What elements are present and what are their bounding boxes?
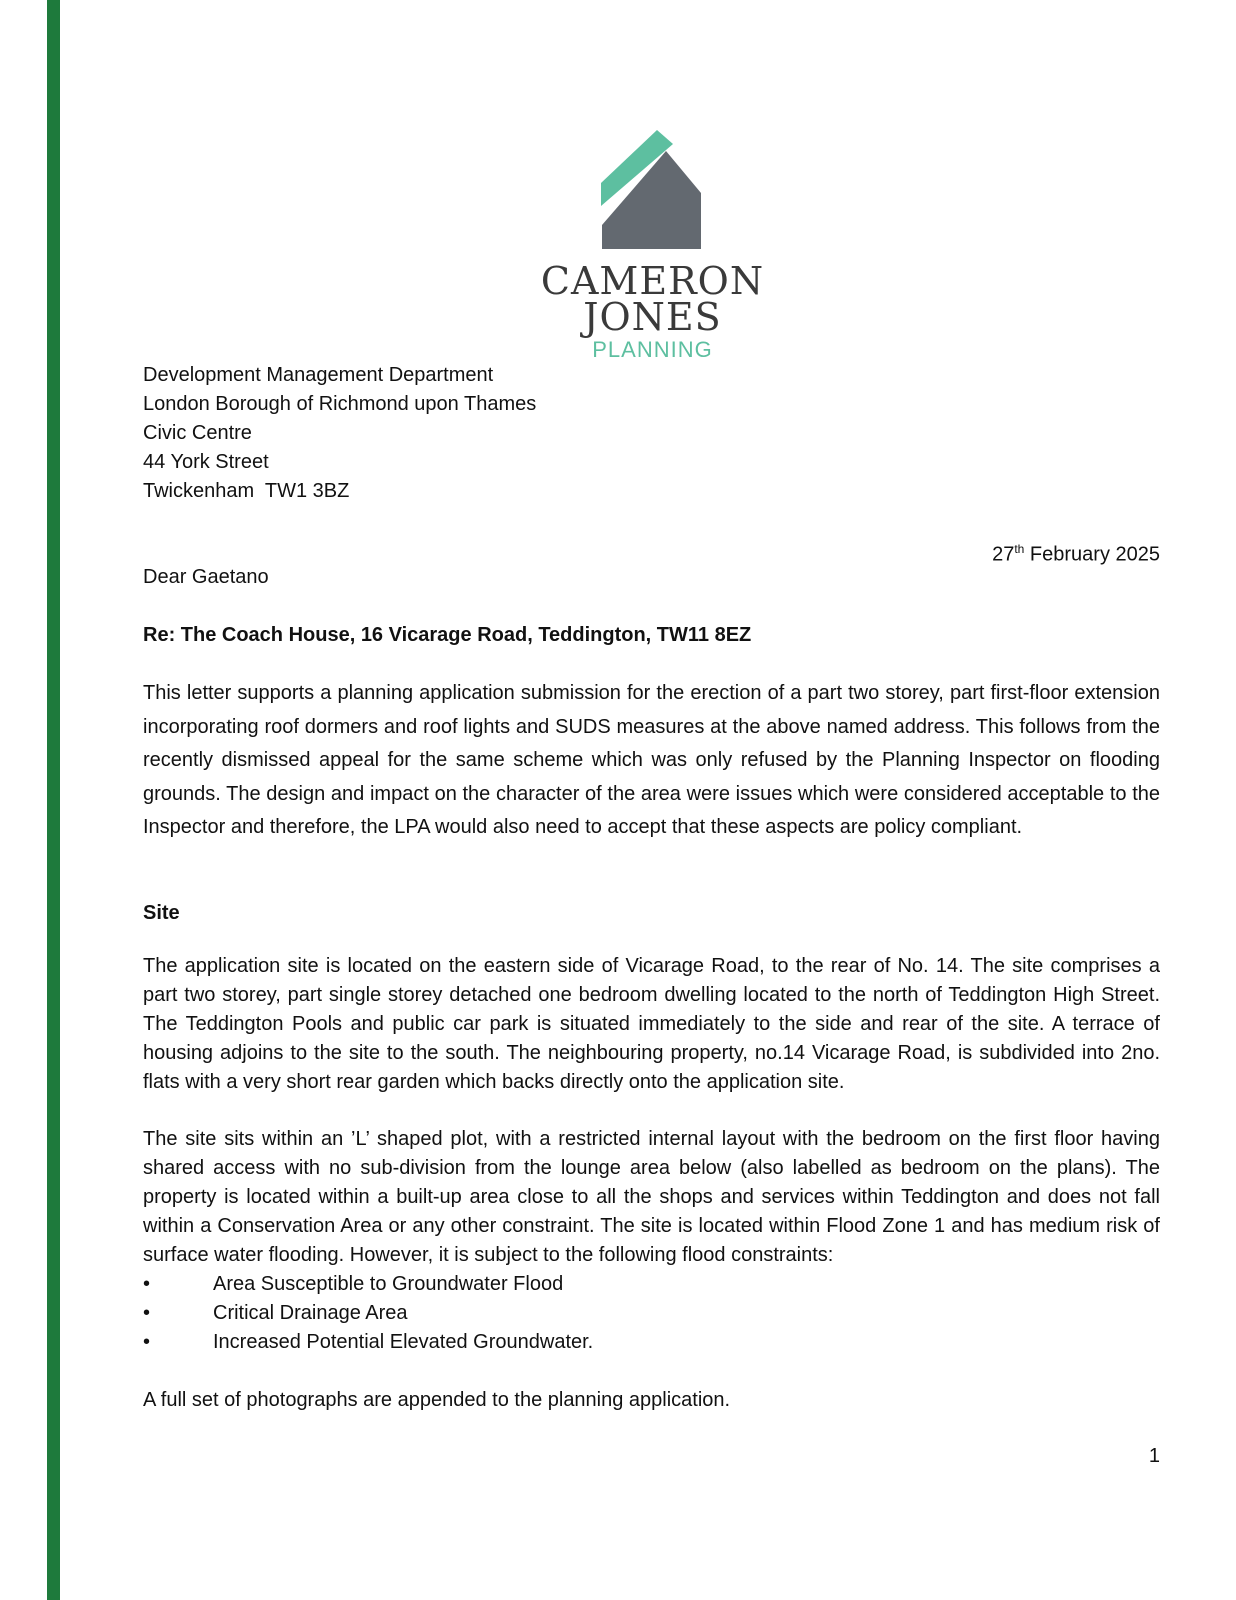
address-line: London Borough of Richmond upon Thames: [143, 393, 537, 415]
bullet-icon: •: [143, 1273, 151, 1295]
intro-paragraph: This letter supports a planning application submission for the erection of a part two storey, part first-floor extension incorporating roof dormers and roof lights and SUDS measures at the above named address. This follows from the recently dismissed appeal for the same scheme which was only refused by the Planning Inspector on flooding grounds. The design and impact on the character of the area were issues which were considered acceptable to the Inspector and therefore, the LPA would also need to accept that these aspects are policy compliant.: [143, 682, 1160, 838]
logo-text-cameron: CAMERON: [540, 259, 765, 303]
address-line: Development Management Department: [143, 364, 494, 386]
recipient-address: [143, 361, 536, 506]
address-line: Twickenham TW1 3BZ: [143, 480, 350, 502]
date-suffix: th: [1014, 542, 1025, 556]
page-number: 1: [1148, 1445, 1160, 1467]
date-rest: February 2025: [1024, 543, 1160, 566]
company-logo: [515, 130, 790, 365]
list-item-text: Critical Drainage Area: [213, 1302, 408, 1324]
logo-house-shape: [602, 151, 701, 249]
site-paragraph-1: The application site is located on the eastern side of Vicarage Road, to the rear of No. 14. The site comprises a part two storey, part single storey detached one bedroom dwelling located to the north of Teddington High Street. The Teddington Pools and public car park is situated immediately to the side and rear of the site. A terrace of housing adjoins to the site to the south. The neighbouring property, no.14 Vicarage Road, is subdivided into 2no. flats with a very short rear garden which backs directly onto the application site.: [143, 955, 1160, 1093]
site-heading: Site: [143, 902, 180, 924]
list-item-text: Area Susceptible to Groundwater Flood: [213, 1273, 564, 1295]
letter-date: [992, 536, 1160, 568]
house-logo-icon: [515, 130, 790, 260]
subject-line: Re: The Coach House, 16 Vicarage Road, Teddington, TW11 8EZ: [143, 624, 752, 646]
list-item-text: Increased Potential Elevated Groundwater.: [213, 1331, 594, 1353]
logo-text-planning: PLANNING: [592, 337, 713, 362]
left-accent-bar: [47, 0, 60, 1600]
date-day: 27: [992, 543, 1015, 566]
address-line: 44 York Street: [143, 451, 269, 473]
salutation: Dear Gaetano: [143, 566, 269, 588]
bullet-icon: •: [143, 1302, 151, 1324]
photos-paragraph: A full set of photographs are appended to the planning application.: [143, 1389, 731, 1411]
address-line: Civic Centre: [143, 422, 252, 444]
logo-text-jones: JONES: [583, 295, 722, 339]
site-paragraph-2: The site sits within an ’L’ shaped plot, with a restricted internal layout with the bedroom on the first floor having shared access with no sub-division from the lounge area below (also labelled as bedroom on the plans). The property is located within a built-up area close to all the shops and services within Teddington and does not fall within a Conservation Area or any other constraint. The site is located within Flood Zone 1 and has medium risk of surface water flooding. However, it is subject to the following flood constraints:: [143, 1128, 1160, 1266]
bullet-icon: •: [143, 1331, 151, 1353]
